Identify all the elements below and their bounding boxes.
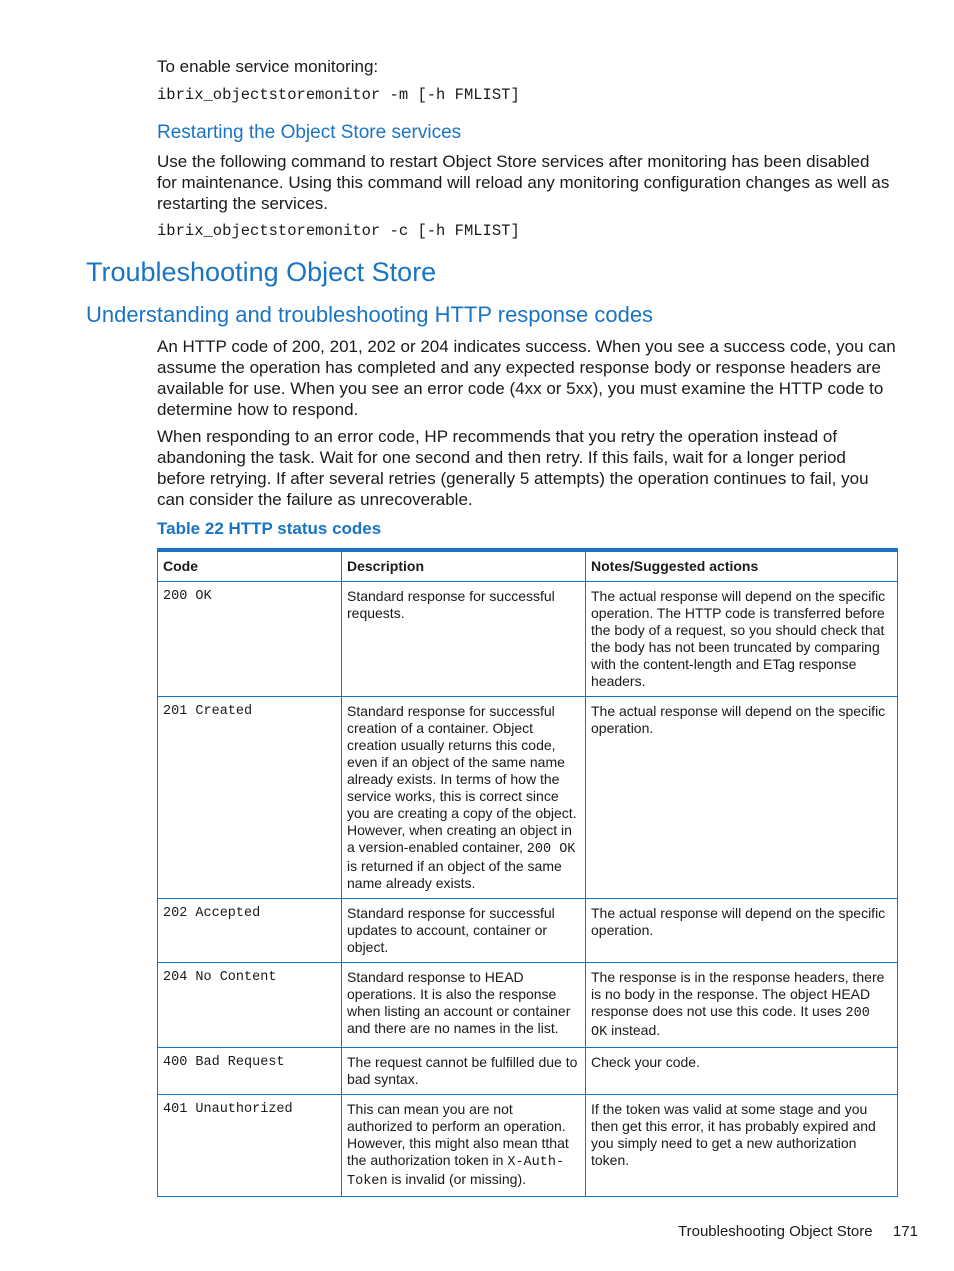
section-para-2: When responding to an error code, HP recommends that you retry the operation instead of abandoning the task. Wait for one second and then retry. If this fails, wait for a longer period before retrying. If after several retries (generally 5 attempts) the operation continues to fail, you can consider the failure as unrecoverable. xyxy=(157,427,869,509)
notes-cell: The actual response will depend on the specific operation. The HTTP code is transferred before the body of a request, so you should check that the body has not been truncated by comparing with the content-length and ETag response headers. xyxy=(586,582,898,697)
description-text: is returned if an object of the same name already exists. xyxy=(347,858,562,891)
page-number: 171 xyxy=(892,1223,918,1240)
notes-text: instead. xyxy=(611,1022,661,1038)
description-text: Standard response for successful creation of a container. Object creation usually returns this code, even if an object of the same name already exists. In terms of how the service works, this is correct since you are creating a copy of the object. However, when creating an object in a version-enabled container, xyxy=(347,703,577,855)
http-status-table xyxy=(157,548,898,1197)
table-row xyxy=(158,1095,898,1197)
inline-code: 200 OK xyxy=(526,842,576,857)
section-para-1: An HTTP code of 200, 201, 202 or 204 indicates success. When you see a success code, you can assume the operation has completed and any expected response body or response headers are available for use. When you see an error code (4xx or 5xx), you must examine the HTTP code to determine how to respond. xyxy=(157,337,896,419)
column-header-description: Description xyxy=(342,550,586,582)
code-cell: 400 Bad Request xyxy=(158,1048,342,1095)
table-row xyxy=(158,1048,898,1095)
code-cell: 201 Created xyxy=(158,697,342,899)
description-cell: The request cannot be fulfilled due to bad syntax. xyxy=(342,1048,586,1095)
description-cell xyxy=(342,1095,586,1197)
footer-label: Troubleshooting Object Store xyxy=(678,1223,873,1240)
restart-body: Use the following command to restart Object Store services after monitoring has been disabled for maintenance. Using this command will reload any monitoring configuration changes as well as restarting the services. xyxy=(157,152,890,213)
description-cell: Standard response for successful requests. xyxy=(342,582,586,697)
table-header-row xyxy=(158,550,898,582)
description-cell: Standard response for successful updates to account, container or object. xyxy=(342,899,586,963)
monitor-intro: To enable service monitoring: xyxy=(157,57,379,76)
monitor-command: ibrix_objectstoremonitor -m [-h FMLIST] xyxy=(157,86,520,104)
inline-code: 200 OK xyxy=(591,1006,870,1040)
notes-cell: If the token was valid at some stage and you then get this error, it has probably expired and you simply need to get a new authorization token. xyxy=(586,1095,898,1197)
table-row xyxy=(158,963,898,1048)
section-subtitle: Understanding and troubleshooting HTTP response codes xyxy=(86,302,654,327)
code-cell: 202 Accepted xyxy=(158,899,342,963)
table-caption: Table 22 HTTP status codes xyxy=(157,519,382,538)
code-cell: 200 OK xyxy=(158,582,342,697)
page-footer xyxy=(678,1222,918,1242)
notes-cell xyxy=(586,963,898,1048)
column-header-notes: Notes/Suggested actions xyxy=(586,550,898,582)
column-header-code: Code xyxy=(158,550,342,582)
restart-command: ibrix_objectstoremonitor -c [-h FMLIST] xyxy=(157,222,520,240)
description-cell xyxy=(342,697,586,899)
notes-cell: The actual response will depend on the specific operation. xyxy=(586,899,898,963)
description-text: is invalid (or missing). xyxy=(391,1171,526,1187)
notes-cell: Check your code. xyxy=(586,1048,898,1095)
description-text: This can mean you are not authorized to perform an operation. However, this might also mean tthat the authorization token in xyxy=(347,1101,569,1168)
code-cell: 204 No Content xyxy=(158,963,342,1048)
inline-code: X-Auth-Token xyxy=(347,1155,565,1189)
section-title: Troubleshooting Object Store xyxy=(86,257,437,287)
code-cell: 401 Unauthorized xyxy=(158,1095,342,1197)
notes-cell: The actual response will depend on the specific operation. xyxy=(586,697,898,899)
table-row xyxy=(158,582,898,697)
table-row xyxy=(158,697,898,899)
restart-heading: Restarting the Object Store services xyxy=(157,122,462,143)
description-cell: Standard response to HEAD operations. It is also the response when listing an account or container and there are no names in the list. xyxy=(342,963,586,1048)
notes-text: The response is in the response headers, there is no body in the response. The object HEAD response does not use this code. It uses xyxy=(591,969,885,1019)
table-row xyxy=(158,899,898,963)
